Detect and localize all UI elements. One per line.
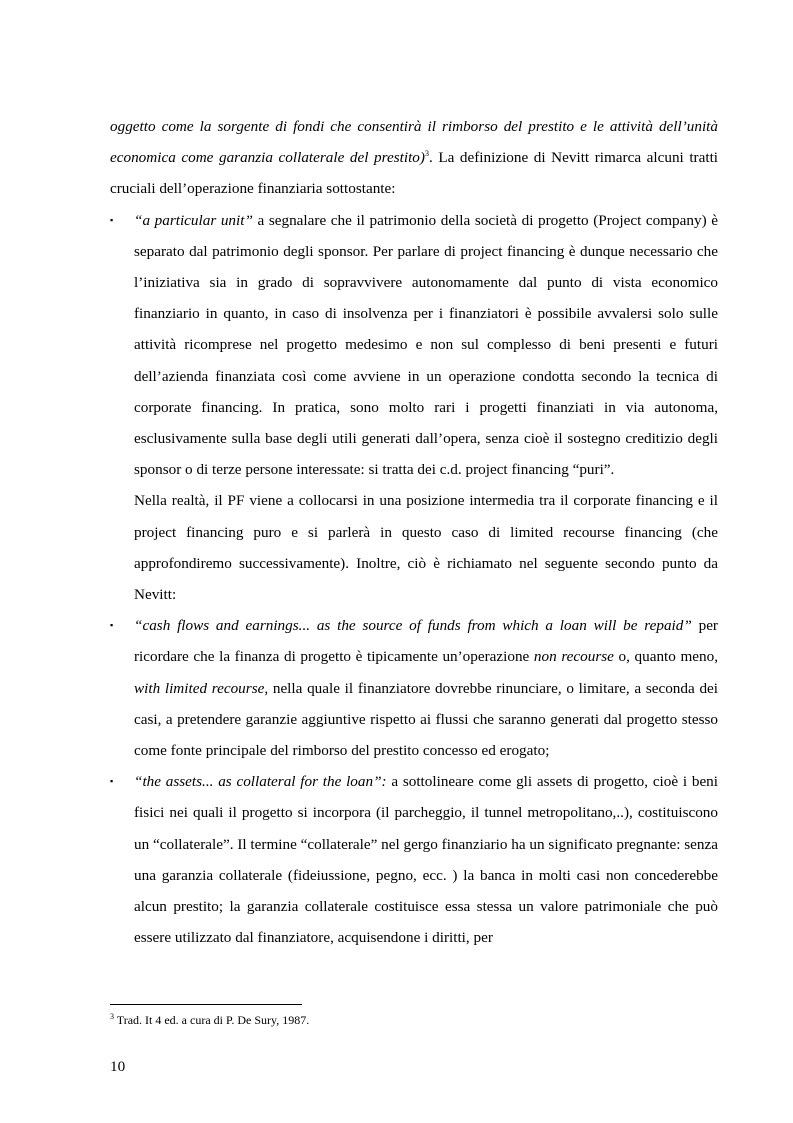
bullet-paragraph xyxy=(134,205,718,486)
bullet-text: o, quanto meno, xyxy=(613,648,719,666)
bullet-italic-term: with limited recourse xyxy=(134,679,265,697)
bullet-quote: “cash flows and earnings... as the source of funds from which a loan will be repaid” xyxy=(134,617,692,635)
footnote-divider xyxy=(110,1004,302,1005)
bullet-paragraph xyxy=(134,610,718,766)
body-text xyxy=(110,111,718,953)
intro-paragraph xyxy=(110,111,718,205)
intro-italic-text: oggetto come la sorgente di fondi che consentirà il rimborso del prestito e le attività dell’unità economica come garanzia collaterale del prestito) xyxy=(110,118,718,167)
footnote-text: Trad. It 4 ed. a cura di P. De Sury, 1987. xyxy=(114,1013,310,1027)
bullet-square-icon: ▪ xyxy=(110,620,114,631)
page-number: 10 xyxy=(110,1058,126,1075)
bullet-item-cash-flows xyxy=(110,610,718,766)
bullet-square-icon: ▪ xyxy=(110,776,114,787)
footnote xyxy=(110,1012,309,1028)
bullet-text: , nella quale il finanziatore dovrebbe rinunciare, o limitare, a seconda dei casi, a pretendere garanzie aggiuntive rispetto ai flussi che saranno generati dal progetto stesso come fonte principale del rimborso del prestito concesso ed erogato; xyxy=(134,679,718,760)
bullet-text: a sottolineare come gli assets di progetto, cioè i beni fisici nei quali il progetto si incorpora (il parcheggio, il tunnel metropolitano,..), costituiscono un “collaterale”. Il termine “collaterale” nel gergo finanziario ha un significato pregnante: senza una garanzia collaterale (fideiussione, pegno, ecc. ) la banca in molti casi non concederebbe alcun prestito; la garanzia collaterale costituisce essa stessa un valore patrimoniale che può essere utilizzato dal finanziatore, acquisendone i diritti, per xyxy=(134,773,718,947)
footnote-reference[interactable]: 3 xyxy=(424,149,429,159)
bullet-paragraph xyxy=(134,766,718,953)
bullet-text: per ricordare che la finanza di progetto è tipicamente un’operazione xyxy=(134,617,718,666)
bullet-quote: “the assets... as collateral for the loan”: xyxy=(134,773,387,791)
bullet-continuation-paragraph: Nella realtà, il PF viene a collocarsi in una posizione intermedia tra il corporate financing e il project financing puro e si parlerà in questo caso di limited recourse financing (che approfondiremo successivamente). Inoltre, ciò è richiamato nel seguente secondo punto da Nevitt: xyxy=(134,492,718,604)
bullet-square-icon: ▪ xyxy=(110,214,114,225)
intro-text: . La definizione di Nevitt rimarca alcuni tratti cruciali dell’operazione finanziaria sottostante: xyxy=(110,149,719,198)
bullet-italic-term: non recourse xyxy=(533,648,614,666)
bullet-item-particular-unit xyxy=(110,205,718,611)
bullet-item-assets xyxy=(110,766,718,953)
bullet-text: a segnalare che il patrimonio della società di progetto (Project company) è separato dal patrimonio degli sponsor. Per parlare di project financing è dunque necessario che l’iniziativa sia in grado di sopravvivere autonomamente dal punto di vista economico finanziario in quanto, in caso di insolvenza per i finanziatori è possibile avvalersi solo sulle attività ricomprese nel progetto medesimo e non sul complesso di beni presenti e futuri dell’azienda finanziata così come avviene in un operazione condotta secondo la tecnica di corporate financing. In pratica, sono molto rari i progetti finanziati in via autonoma, esclusivamente sulla base degli utili generati dall’opera, senza cioè il sostegno creditizio degli sponsor o di terze persone interessate: si tratta dei c.d. project financing “puri”. xyxy=(134,211,718,479)
bullet-quote: “a particular unit” xyxy=(134,211,253,229)
footnote-number: 3 xyxy=(110,1012,114,1021)
